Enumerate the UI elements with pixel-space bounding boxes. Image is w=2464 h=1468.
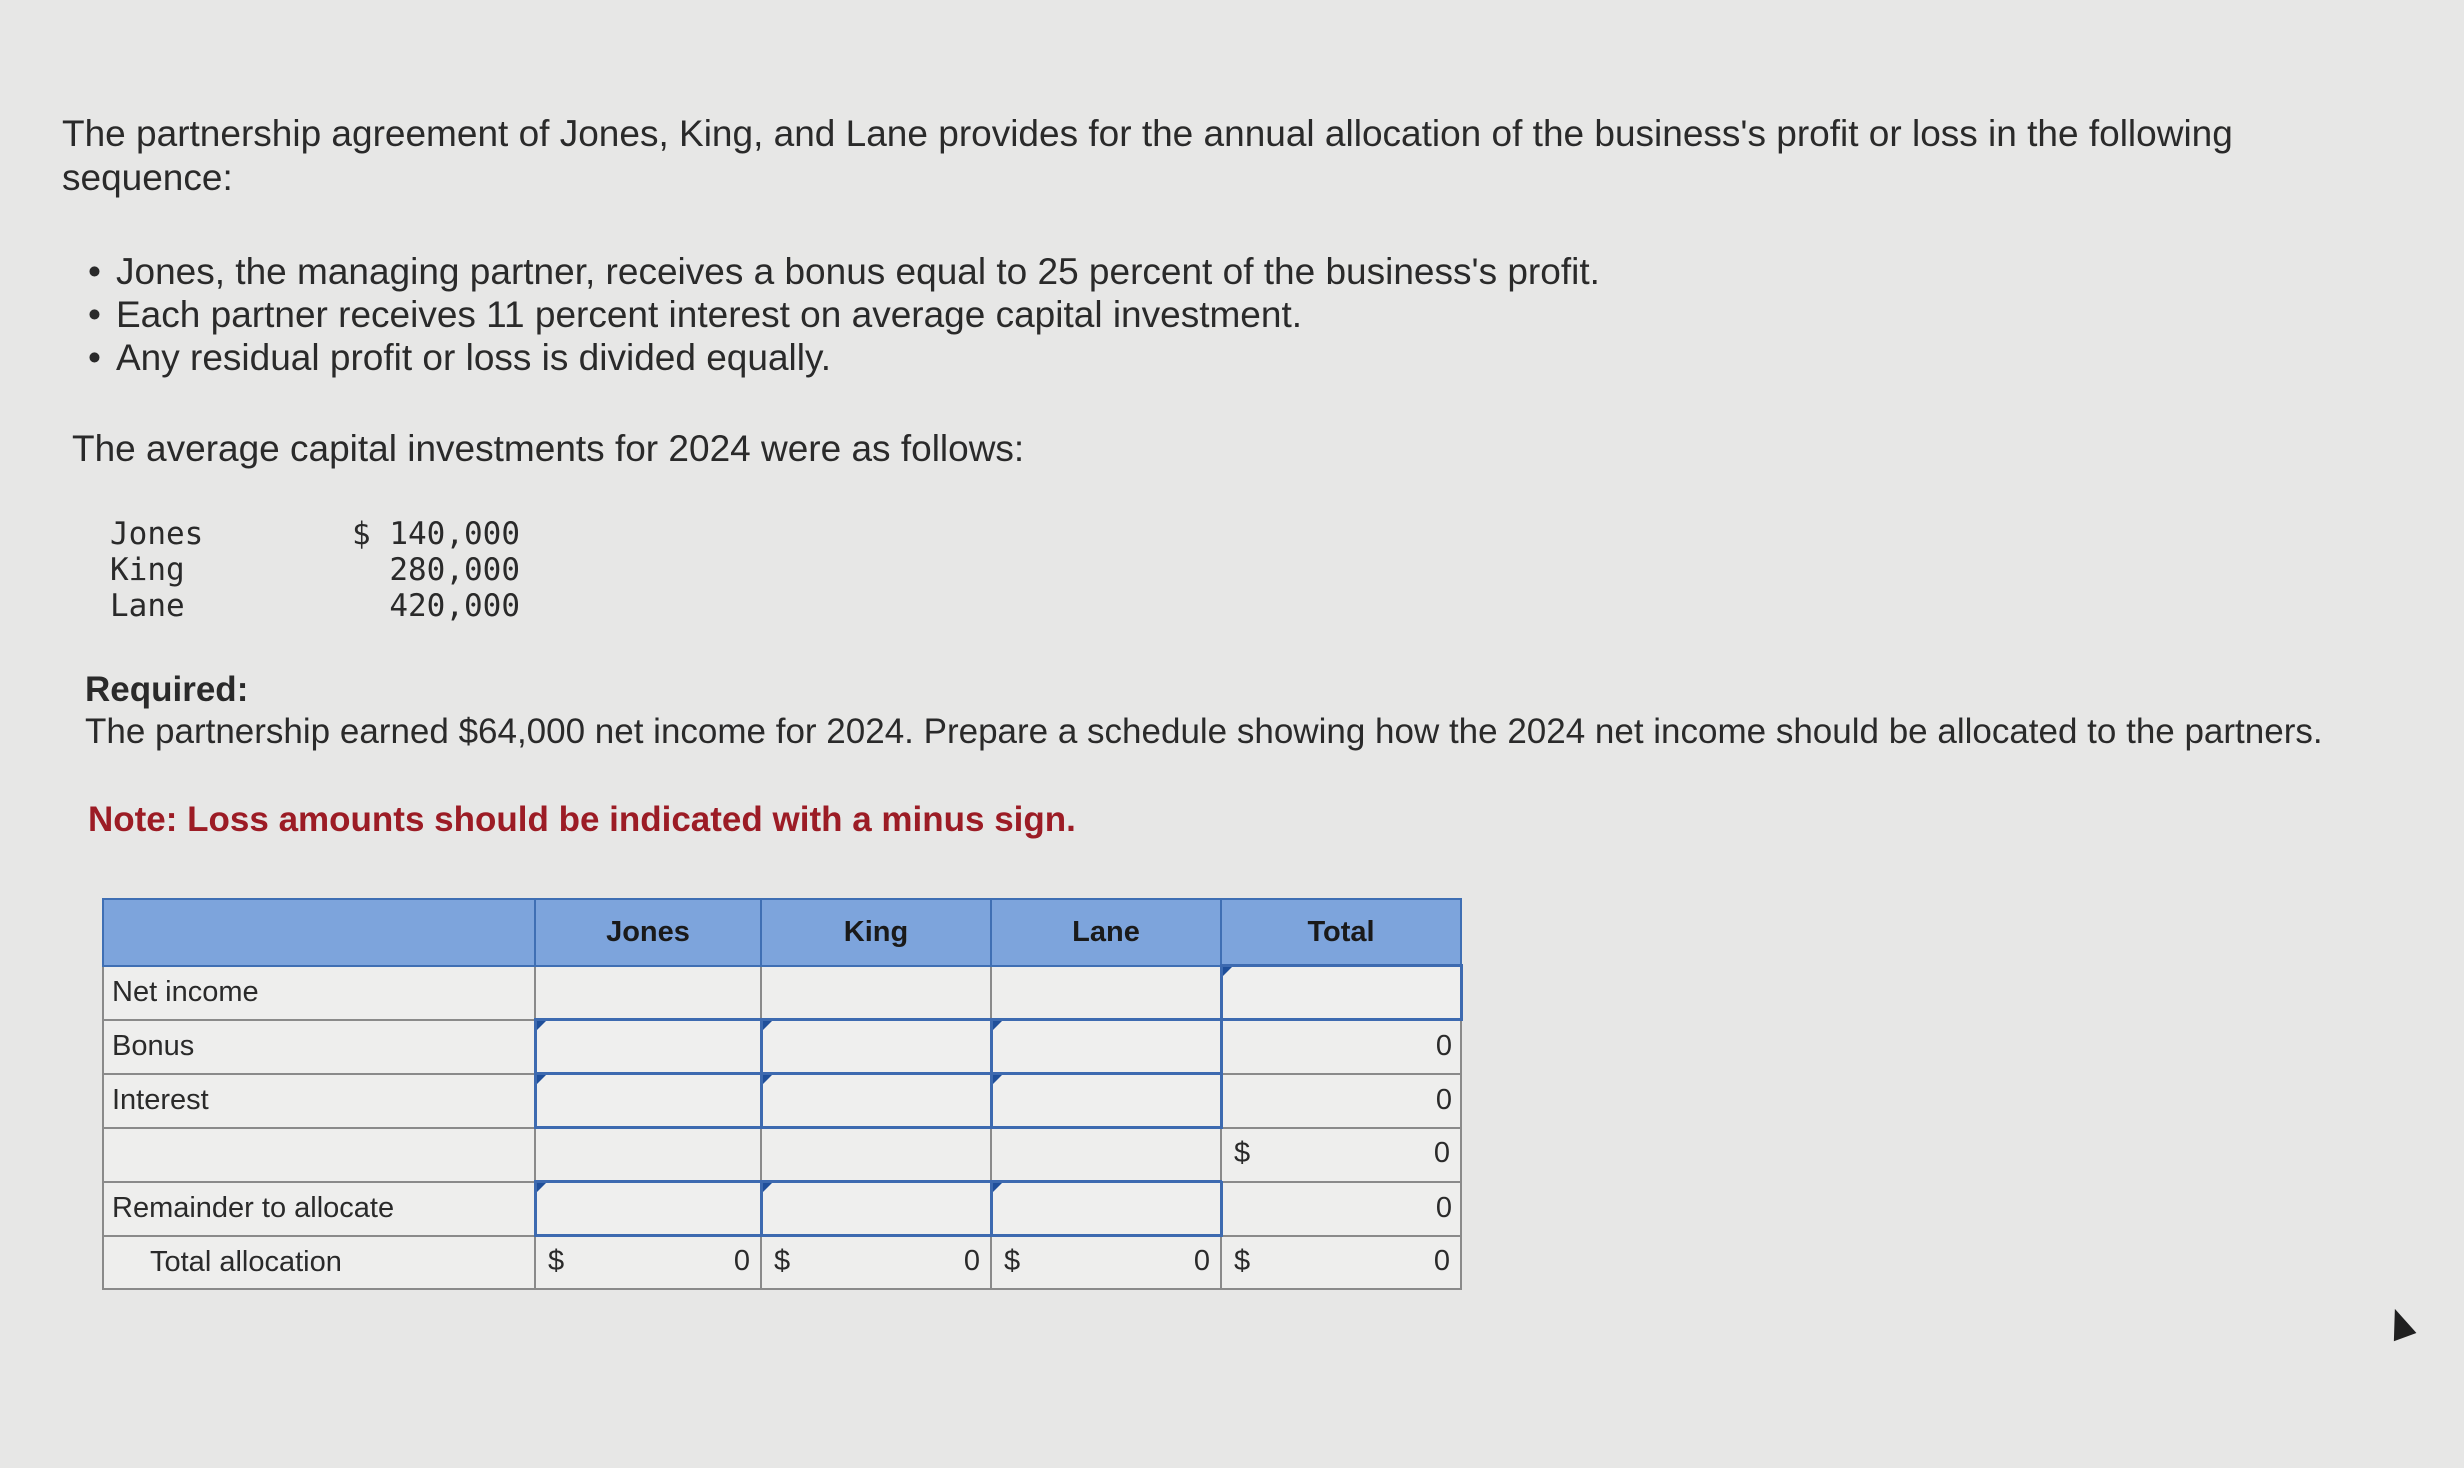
king-total-amount: 0 <box>963 1245 980 1277</box>
total-dollar-sign: $ <box>1234 1244 1251 1277</box>
capital-name-lane: Lane <box>110 588 185 624</box>
subtotal-dollar-sign: $ <box>1234 1136 1251 1169</box>
capital-value-lane: 420,000 <box>389 588 520 624</box>
total-allocation-king <box>761 1236 991 1290</box>
header-blank <box>103 899 535 966</box>
input-bonus-king[interactable] <box>761 1020 991 1074</box>
input-interest-lane[interactable] <box>991 1074 1221 1128</box>
rule-bonus: • Jones, the managing partner, receives a bonus equal to 25 percent of the business's profit. <box>88 250 1600 293</box>
input-remainder-king[interactable] <box>761 1182 991 1236</box>
capital-value-jones: $ 140,000 <box>352 516 520 552</box>
allocation-rules-list <box>88 250 1600 379</box>
total-subtotal <box>1221 1128 1461 1182</box>
row-label-interest: Interest <box>103 1074 535 1128</box>
input-bonus-lane[interactable] <box>991 1020 1221 1074</box>
rule-interest: • Each partner receives 11 percent interest on average capital investment. <box>88 293 1600 336</box>
total-bonus: 0 <box>1221 1020 1461 1074</box>
mouse-cursor-icon <box>2384 1305 2417 1341</box>
header-jones: Jones <box>535 899 761 966</box>
rule-residual: • Any residual profit or loss is divided equally. <box>88 336 1600 379</box>
row-interest <box>103 1074 1461 1128</box>
lane-dollar-sign: $ <box>1004 1245 1021 1277</box>
total-allocation-jones <box>535 1236 761 1290</box>
required-label: Required: <box>85 670 249 709</box>
subtotal-amount: 0 <box>1433 1136 1450 1169</box>
header-lane: Lane <box>991 899 1221 966</box>
total-remainder: 0 <box>1221 1182 1461 1236</box>
total-interest: 0 <box>1221 1074 1461 1128</box>
input-remainder-jones[interactable] <box>535 1182 761 1236</box>
problem-intro: The partnership agreement of Jones, King, and Lane provides for the annual allocation of the business's profit or loss in the following sequence: <box>62 113 2233 198</box>
capital-name-king: King <box>110 552 185 588</box>
lane-total-amount: 0 <box>1193 1245 1210 1277</box>
capital-heading: The average capital investments for 2024 were as follows: <box>72 428 1025 469</box>
required-text: The partnership earned $64,000 net income for 2024. Prepare a schedule showing how the 2024 net income should be allocated to the partners. <box>85 712 2323 751</box>
jones-dollar-sign: $ <box>548 1245 565 1277</box>
row-total-allocation <box>103 1236 1461 1290</box>
row-label-bonus: Bonus <box>103 1020 535 1074</box>
row-bonus <box>103 1020 1461 1074</box>
cell-net-income-king <box>761 966 991 1020</box>
capital-value-king: 280,000 <box>389 552 520 588</box>
schedule-header-row <box>103 899 1461 966</box>
row-label-remainder: Remainder to allocate <box>103 1182 535 1236</box>
allocation-schedule <box>102 898 1463 1290</box>
row-subtotal <box>103 1128 1461 1182</box>
input-remainder-lane[interactable] <box>991 1182 1221 1236</box>
input-interest-king[interactable] <box>761 1074 991 1128</box>
row-label-total-allocation: Total allocation <box>103 1236 535 1290</box>
capital-name-jones: Jones <box>110 516 204 552</box>
cell-subtotal-king <box>761 1128 991 1182</box>
cell-net-income-lane <box>991 966 1221 1020</box>
cell-subtotal-jones <box>535 1128 761 1182</box>
row-label-subtotal <box>103 1128 535 1182</box>
header-king: King <box>761 899 991 966</box>
row-remainder <box>103 1182 1461 1236</box>
row-net-income <box>103 966 1461 1020</box>
input-interest-jones[interactable] <box>535 1074 761 1128</box>
input-bonus-jones[interactable] <box>535 1020 761 1074</box>
total-allocation-lane <box>991 1236 1221 1290</box>
capital-investments-table <box>110 516 520 624</box>
total-allocation-total <box>1221 1236 1461 1290</box>
cell-net-income-jones <box>535 966 761 1020</box>
row-label-net-income: Net income <box>103 966 535 1020</box>
cell-subtotal-lane <box>991 1128 1221 1182</box>
input-net-income-total[interactable] <box>1221 966 1461 1020</box>
loss-note: Note: Loss amounts should be indicated with a minus sign. <box>88 800 1076 839</box>
king-dollar-sign: $ <box>774 1245 791 1277</box>
grand-total-amount: 0 <box>1433 1244 1450 1277</box>
jones-total-amount: 0 <box>733 1245 750 1277</box>
header-total: Total <box>1221 899 1461 966</box>
